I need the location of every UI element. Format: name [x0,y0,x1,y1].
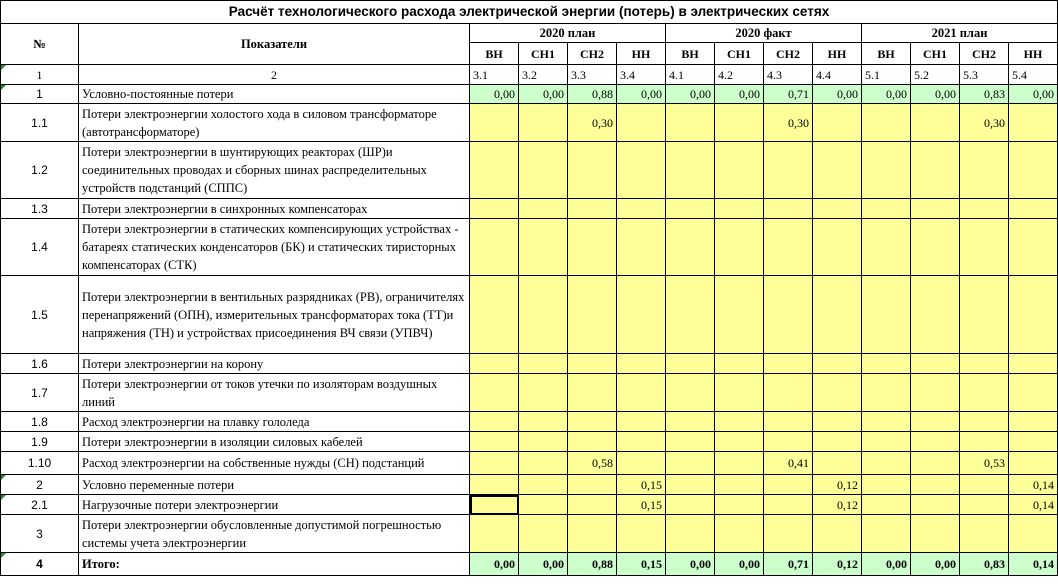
value-cell[interactable] [764,432,813,452]
table-row [1,553,1058,576]
value-cell[interactable] [764,219,813,276]
row-number-cell[interactable]: 1.2 [1,142,79,199]
row-number-cell[interactable]: 1.9 [1,432,79,452]
value-cell[interactable] [666,219,715,276]
row-number-cell[interactable]: 3 [1,515,79,553]
value-cell[interactable] [764,515,813,553]
value-cell[interactable] [813,452,862,475]
level-header[interactable]: НН [813,43,862,65]
value-cell[interactable] [568,475,617,495]
value-cell[interactable] [862,104,911,142]
value-cell[interactable] [764,412,813,432]
value-cell[interactable] [568,219,617,276]
value-cell[interactable] [715,374,764,412]
value-cell[interactable] [519,104,568,142]
value-cell[interactable]: 0,00 [666,553,715,576]
value-cell[interactable] [519,412,568,432]
table-row [1,412,1058,432]
value-cell[interactable] [715,412,764,432]
value-cell[interactable] [568,199,617,219]
value-cell[interactable]: 0,00 [470,85,519,104]
value-cell[interactable] [764,475,813,495]
table-row [1,515,1058,553]
value-cell[interactable] [1009,412,1058,432]
value-cell[interactable] [960,354,1009,374]
value-cell[interactable] [519,276,568,354]
column-number[interactable]: 4.4 [813,65,862,85]
value-cell[interactable] [715,495,764,515]
value-cell[interactable] [1009,276,1058,354]
value-cell[interactable]: 0,00 [666,85,715,104]
indicator-label-cell[interactable]: Условно-постоянные потери [79,85,470,104]
row-number-cell[interactable]: 1 [1,85,79,104]
value-cell[interactable] [911,412,960,432]
value-cell[interactable] [960,432,1009,452]
table-row [1,104,1058,142]
level-header[interactable]: СН1 [715,43,764,65]
value-cell[interactable] [470,515,519,553]
value-cell[interactable] [666,452,715,475]
value-cell[interactable]: 0,00 [911,553,960,576]
row-number-cell[interactable]: 1.7 [1,374,79,412]
column-number[interactable]: 4.1 [666,65,715,85]
value-cell[interactable] [617,452,666,475]
value-cell[interactable] [911,219,960,276]
value-cell[interactable] [519,495,568,515]
column-number[interactable]: 5.1 [862,65,911,85]
value-cell[interactable] [470,104,519,142]
value-cell[interactable] [568,276,617,354]
value-cell[interactable] [617,142,666,199]
table-row [1,432,1058,452]
value-cell[interactable] [666,142,715,199]
row-number-cell[interactable]: 1.1 [1,104,79,142]
header-indicators[interactable]: Показатели [79,24,470,65]
value-cell[interactable] [911,495,960,515]
value-cell[interactable] [813,432,862,452]
level-header[interactable]: СН2 [960,43,1009,65]
row-number-cell[interactable]: 4 [1,553,79,576]
indicator-label-cell[interactable]: Расход электроэнергии на собственные нужды (СН) подстанций [79,452,470,475]
value-cell[interactable] [519,219,568,276]
value-cell[interactable]: 0,88 [568,85,617,104]
row-number-cell[interactable]: 1.8 [1,412,79,432]
row-number-cell[interactable]: 2.1 [1,495,79,515]
value-cell[interactable] [764,495,813,515]
table-row [1,199,1058,219]
value-cell[interactable] [666,515,715,553]
table-row [1,374,1058,412]
value-cell[interactable] [862,374,911,412]
value-cell[interactable]: 0,00 [715,553,764,576]
value-cell[interactable]: 0,12 [813,475,862,495]
value-cell[interactable] [813,104,862,142]
value-cell[interactable] [519,432,568,452]
level-header[interactable]: СН2 [568,43,617,65]
level-header[interactable]: ВН [666,43,715,65]
value-cell[interactable] [862,515,911,553]
value-cell[interactable] [813,515,862,553]
value-cell[interactable] [666,104,715,142]
value-cell[interactable] [862,475,911,495]
column-number[interactable]: 5.3 [960,65,1009,85]
value-cell[interactable] [764,142,813,199]
value-cell[interactable] [1009,142,1058,199]
column-number[interactable]: 1 [1,65,79,85]
sheet-title[interactable]: Расчёт технологического расхода электрической энергии (потерь) в электрических сетях [1,1,1058,24]
value-cell[interactable] [960,475,1009,495]
value-cell[interactable]: 0,15 [617,475,666,495]
value-cell[interactable] [960,199,1009,219]
value-cell[interactable] [617,354,666,374]
value-cell[interactable]: 0,00 [715,85,764,104]
value-cell[interactable]: 0,00 [519,553,568,576]
value-cell[interactable] [813,142,862,199]
level-header[interactable]: НН [617,43,666,65]
value-cell[interactable] [911,374,960,412]
value-cell[interactable] [470,495,519,515]
value-cell[interactable] [1009,432,1058,452]
value-cell[interactable] [470,276,519,354]
table-row [1,219,1058,276]
value-cell[interactable] [960,142,1009,199]
value-cell[interactable] [911,452,960,475]
value-cell[interactable]: 0,12 [813,553,862,576]
indicator-label-cell[interactable]: Расход электроэнергии на плавку гололеда [79,412,470,432]
value-cell[interactable] [911,354,960,374]
value-cell[interactable] [862,432,911,452]
value-cell[interactable] [911,142,960,199]
value-cell[interactable] [1009,104,1058,142]
value-cell[interactable] [715,452,764,475]
value-cell[interactable] [960,515,1009,553]
value-cell[interactable] [470,219,519,276]
value-cell[interactable] [960,412,1009,432]
value-cell[interactable] [715,199,764,219]
value-cell[interactable] [813,199,862,219]
value-cell[interactable] [666,199,715,219]
value-cell[interactable] [519,354,568,374]
value-cell[interactable] [519,199,568,219]
value-cell[interactable] [715,219,764,276]
indicator-label-cell[interactable]: Потери электроэнергии в изоляции силовых кабелей [79,432,470,452]
header-2021-plan[interactable]: 2021 план [862,24,1058,43]
value-cell[interactable]: 0,30 [568,104,617,142]
value-cell[interactable]: 0,14 [1009,475,1058,495]
value-cell[interactable] [813,276,862,354]
indicator-label-cell[interactable]: Условно переменные потери [79,475,470,495]
table-row [1,276,1058,354]
column-number[interactable]: 4.3 [764,65,813,85]
table-row [1,85,1058,104]
value-cell[interactable] [911,276,960,354]
value-cell[interactable] [470,452,519,475]
level-header[interactable]: СН1 [519,43,568,65]
value-cell[interactable] [960,495,1009,515]
value-cell[interactable] [470,412,519,432]
value-cell[interactable] [911,475,960,495]
column-number[interactable]: 5.2 [911,65,960,85]
row-number-cell[interactable]: 2 [1,475,79,495]
value-cell[interactable]: 0,83 [960,85,1009,104]
indicator-label-cell[interactable]: Потери электроэнергии в статических компенсирующих устройствах - батареях статических конденсаторов (БК) и статических тиристорных компенсаторах (СТК) [79,219,470,276]
value-cell[interactable]: 0,00 [813,85,862,104]
value-cell[interactable] [568,374,617,412]
value-cell[interactable] [715,354,764,374]
value-cell[interactable] [617,412,666,432]
header-2020-plan[interactable]: 2020 план [470,24,666,43]
value-cell[interactable] [862,142,911,199]
value-cell[interactable] [715,432,764,452]
value-cell[interactable]: 0,88 [568,553,617,576]
value-cell[interactable] [470,475,519,495]
value-cell[interactable] [862,495,911,515]
value-cell[interactable] [519,374,568,412]
value-cell[interactable] [862,219,911,276]
value-cell[interactable]: 0,00 [470,553,519,576]
value-cell[interactable] [470,374,519,412]
value-cell[interactable] [470,432,519,452]
value-cell[interactable] [617,219,666,276]
value-cell[interactable] [715,142,764,199]
value-cell[interactable] [470,199,519,219]
value-cell[interactable]: 0,14 [1009,495,1058,515]
value-cell[interactable] [666,475,715,495]
value-cell[interactable] [666,374,715,412]
indicator-label-cell[interactable]: Потери электроэнергии холостого хода в силовом трансформаторе (автотрансформаторе) [79,104,470,142]
value-cell[interactable] [715,515,764,553]
value-cell[interactable]: 0,14 [1009,553,1058,576]
column-number[interactable]: 3.2 [519,65,568,85]
column-number[interactable]: 2 [79,65,470,85]
value-cell[interactable] [764,354,813,374]
value-cell[interactable]: 0,30 [960,104,1009,142]
value-cell[interactable] [519,142,568,199]
level-header[interactable]: СН2 [764,43,813,65]
value-cell[interactable] [568,515,617,553]
indicator-label-cell[interactable]: Потери электроэнергии обусловленные допустимой погрешностью системы учета электроэнергии [79,515,470,553]
value-cell[interactable] [911,199,960,219]
value-cell[interactable] [666,432,715,452]
value-cell[interactable] [568,354,617,374]
value-cell[interactable] [1009,354,1058,374]
value-cell[interactable]: 0,00 [617,85,666,104]
value-cell[interactable]: 0,00 [519,85,568,104]
value-cell[interactable]: 0,15 [617,495,666,515]
value-cell[interactable]: 0,00 [862,85,911,104]
column-number[interactable]: 5.4 [1009,65,1058,85]
value-cell[interactable] [862,412,911,432]
value-cell[interactable] [813,412,862,432]
value-cell[interactable] [1009,199,1058,219]
value-cell[interactable] [715,475,764,495]
column-number[interactable]: 3.4 [617,65,666,85]
header-no[interactable]: № [1,24,79,65]
value-cell[interactable]: 0,30 [764,104,813,142]
level-header[interactable]: ВН [862,43,911,65]
value-cell[interactable] [862,354,911,374]
value-cell[interactable]: 0,71 [764,553,813,576]
value-cell[interactable] [813,354,862,374]
level-header[interactable]: НН [1009,43,1058,65]
row-number-cell[interactable]: 1.10 [1,452,79,475]
table-row [1,475,1058,495]
value-cell[interactable] [666,276,715,354]
level-header[interactable]: ВН [470,43,519,65]
value-cell[interactable] [568,412,617,432]
value-cell[interactable] [519,475,568,495]
value-cell[interactable] [666,412,715,432]
value-cell[interactable] [1009,219,1058,276]
table-row [1,452,1058,475]
value-cell[interactable] [960,374,1009,412]
value-cell[interactable] [911,515,960,553]
value-cell[interactable] [862,276,911,354]
value-cell[interactable] [813,374,862,412]
column-number[interactable]: 3.1 [470,65,519,85]
value-cell[interactable] [764,276,813,354]
indicator-label-cell[interactable]: Потери электроэнергии в вентильных разрядниках (РВ), ограничителях перенапряжений (ОПН), измерительных трансформаторах тока (ТТ)и напряжения (ТН) и устройствах присоединения ВЧ связи (УПВЧ) [79,276,470,354]
value-cell[interactable] [568,142,617,199]
row-number-cell[interactable]: 1.5 [1,276,79,354]
value-cell[interactable] [568,432,617,452]
value-cell[interactable] [617,199,666,219]
value-cell[interactable] [1009,452,1058,475]
value-cell[interactable] [960,276,1009,354]
indicator-label-cell[interactable]: Нагрузочные потери электроэнергии [79,495,470,515]
value-cell[interactable]: 0,71 [764,85,813,104]
value-cell[interactable] [617,432,666,452]
value-cell[interactable]: 0,15 [617,553,666,576]
indicator-label-cell[interactable]: Потери электроэнергии в шунтирующих реакторах (ШР)и соединительных проводах и сборных шинах распределительных устройств подстанций (СППС) [79,142,470,199]
indicator-label-cell[interactable]: Потери электроэнергии от токов утечки по изоляторам воздушных линий [79,374,470,412]
value-cell[interactable] [617,374,666,412]
value-cell[interactable] [764,199,813,219]
column-number[interactable]: 3.3 [568,65,617,85]
value-cell[interactable] [470,142,519,199]
value-cell[interactable]: 0,83 [960,553,1009,576]
value-cell[interactable]: 0,00 [911,85,960,104]
value-cell[interactable] [617,515,666,553]
value-cell[interactable] [568,495,617,515]
table-row [1,142,1058,199]
value-cell[interactable] [1009,374,1058,412]
indicator-label-cell[interactable]: Потери электроэнергии на корону [79,354,470,374]
row-number-cell[interactable]: 1.6 [1,354,79,374]
value-cell[interactable]: 0,41 [764,452,813,475]
value-cell[interactable]: 0,58 [568,452,617,475]
table-row [1,354,1058,374]
table-row [1,495,1058,515]
value-cell[interactable] [764,374,813,412]
value-cell[interactable] [862,199,911,219]
value-cell[interactable] [617,104,666,142]
value-cell[interactable] [813,219,862,276]
value-cell[interactable] [960,219,1009,276]
value-cell[interactable] [470,354,519,374]
value-cell[interactable] [862,452,911,475]
value-cell[interactable]: 0,00 [862,553,911,576]
header-2020-fact[interactable]: 2020 факт [666,24,862,43]
value-cell[interactable] [715,104,764,142]
value-cell[interactable]: 0,53 [960,452,1009,475]
value-cell[interactable] [617,276,666,354]
value-cell[interactable] [519,515,568,553]
value-cell[interactable] [666,495,715,515]
value-cell[interactable]: 0,12 [813,495,862,515]
indicator-label-cell[interactable]: Итого: [79,553,470,576]
value-cell[interactable] [911,104,960,142]
indicator-label-cell[interactable]: Потери электроэнергии в синхронных компенсаторах [79,199,470,219]
column-number[interactable]: 4.2 [715,65,764,85]
level-header[interactable]: СН1 [911,43,960,65]
row-number-cell[interactable]: 1.3 [1,199,79,219]
row-number-cell[interactable]: 1.4 [1,219,79,276]
value-cell[interactable] [1009,515,1058,553]
value-cell[interactable] [715,276,764,354]
value-cell[interactable] [911,432,960,452]
value-cell[interactable] [519,452,568,475]
value-cell[interactable] [666,354,715,374]
value-cell[interactable]: 0,00 [1009,85,1058,104]
